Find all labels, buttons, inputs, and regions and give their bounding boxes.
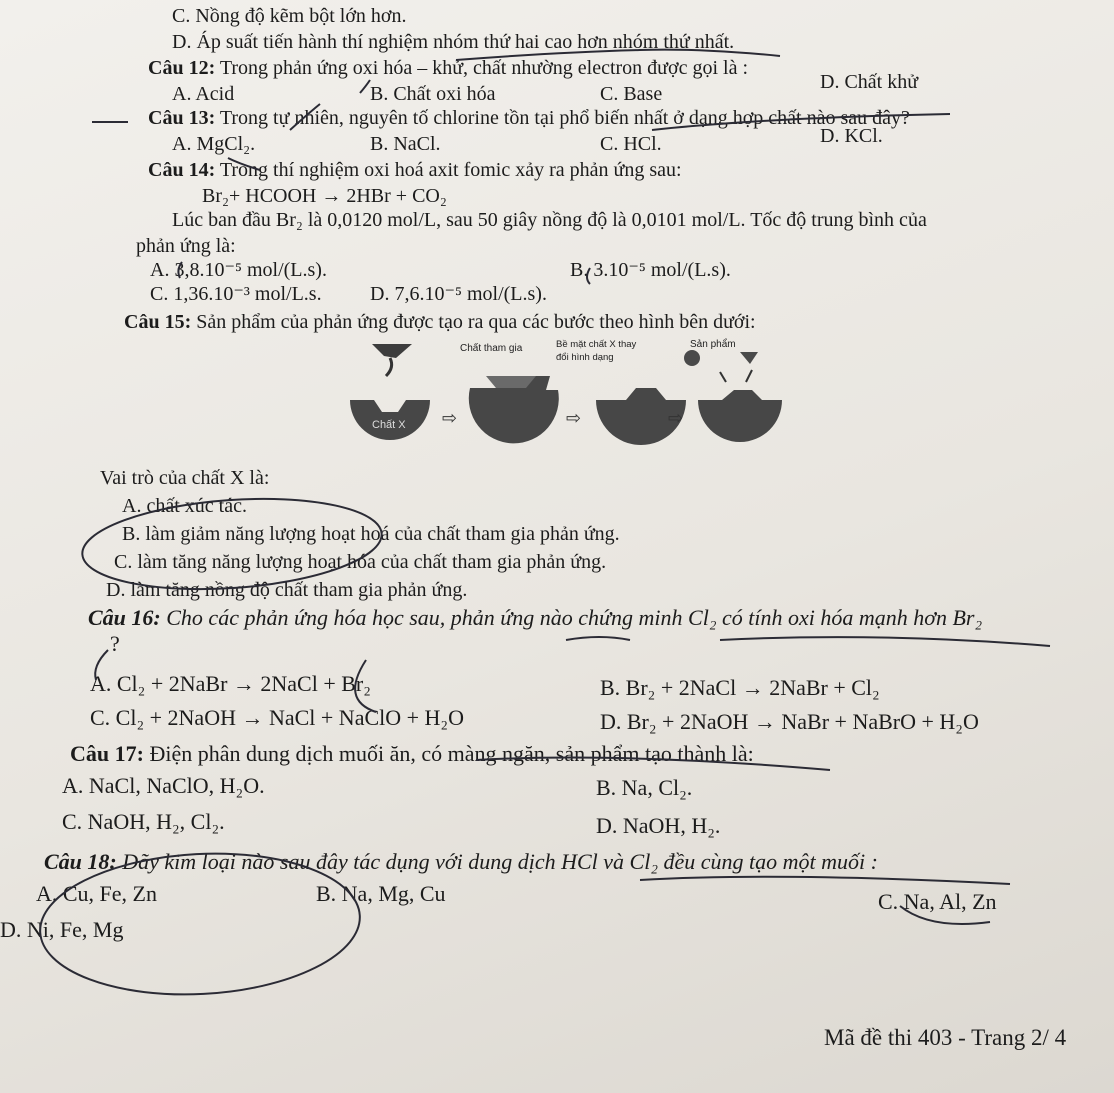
reactant-shape	[372, 344, 412, 358]
arrow-right-icon: ⇨	[668, 408, 684, 428]
question-label: Câu 15:	[124, 311, 192, 333]
question-text: Dãy kim loại nào sau đây tác dụng với dung dịch HCl và Cl₂ đều cùng tạo một muối :	[122, 849, 878, 874]
arrow-right-icon: ⇨	[442, 408, 458, 428]
question-label: Câu 13:	[148, 107, 216, 129]
q17-option-a: A. NaCl, NaClO, H₂O.	[62, 773, 265, 798]
q15-option-b: B. làm giảm năng lượng hoạt hoá của chất tham gia phản ứng.	[122, 523, 620, 545]
label-product: Sản phẩm	[690, 339, 736, 350]
q12-option-d: D. Chất khử	[820, 71, 919, 93]
q14-option-c: C. 1,36.10⁻³ mol/L.s.	[150, 283, 322, 305]
catalyst-diagram	[350, 336, 790, 466]
question-16	[88, 606, 982, 630]
q18-option-d: D. Ni, Fe, Mg	[0, 917, 124, 942]
q13-option-c: C. HCl.	[600, 133, 662, 155]
question-text: Trong thí nghiệm oxi hoá axit fomic xảy ra phản ứng sau:	[219, 159, 682, 181]
q16-option-a: A. Cl₂ + 2NaBr → 2NaCl + Br₂	[90, 671, 371, 696]
question-label: Câu 12:	[148, 57, 216, 79]
question-label: Câu 16:	[88, 605, 161, 630]
question-13	[148, 106, 910, 130]
option-d-prev: D. Áp suất tiến hành thí nghiệm nhóm thứ hai cao hơn nhóm thứ nhất.	[172, 31, 735, 53]
option-c-prev: C. Nồng độ kẽm bột lớn hơn.	[172, 5, 407, 27]
question-text: Sản phẩm của phản ứng được tạo ra qua các bước theo hình bên dưới:	[196, 311, 756, 333]
question-label: Câu 17:	[70, 741, 144, 766]
q16-option-d: D. Br₂ + 2NaOH → NaBr + NaBrO + H₂O	[600, 709, 979, 734]
label-surface-1: Bề mặt chất X thay	[556, 339, 637, 350]
arrow-right-icon: ⇨	[566, 408, 582, 428]
q15-option-c: C. làm tăng năng lượng hoạt hóa của chất tham gia phản ứng.	[114, 551, 607, 573]
x-regenerated-shape	[698, 390, 782, 442]
question-15	[124, 310, 756, 334]
product-piece	[684, 350, 700, 366]
q12-option-c: C. Base	[600, 83, 663, 105]
q16-option-c: C. Cl₂ + 2NaOH → NaCl + NaClO + H₂O	[90, 705, 464, 730]
q17-option-d: D. NaOH, H₂.	[596, 813, 721, 838]
q18-option-b: B. Na, Mg, Cu	[316, 881, 446, 906]
q15-option-a: A. chất xúc tác.	[122, 495, 247, 517]
page-footer: Mã đề thi 403 - Trang 2/ 4	[824, 1025, 1067, 1050]
question-15-stem: Vai trò của chất X là:	[100, 467, 270, 489]
q13-option-a: A. MgCl₂.	[172, 133, 256, 155]
question-14	[148, 158, 682, 182]
q16-option-b: B. Br₂ + 2NaCl → 2NaBr + Cl₂	[600, 675, 880, 700]
q17-option-b: B. Na, Cl₂.	[596, 775, 693, 800]
q14-option-b: B. 3.10⁻⁵ mol/(L.s).	[570, 259, 731, 281]
question-label: Câu 18:	[44, 849, 117, 874]
question-16-qmark: ?	[110, 631, 120, 656]
question-14-line3: phản ứng là:	[136, 235, 236, 257]
q15-option-d: D. làm tăng nồng độ chất tham gia phản ứng.	[106, 579, 468, 601]
q17-option-c: C. NaOH, H₂, Cl₂.	[62, 809, 225, 834]
question-17	[70, 742, 754, 766]
q18-option-c: C. Na, Al, Zn	[878, 889, 997, 914]
arrow-up-icon	[746, 370, 752, 382]
question-12	[148, 56, 748, 80]
q12-option-b: B. Chất oxi hóa	[370, 83, 496, 105]
question-text: Cho các phản ứng hóa học sau, phản ứng nào chứng minh Cl₂ có tính oxi hóa mạnh hơn Br₂	[166, 605, 983, 630]
q14-option-a: A. 3,8.10⁻⁵ mol/(L.s).	[150, 259, 327, 281]
arrow-down-icon	[386, 358, 392, 376]
q12-option-a: A. Acid	[172, 83, 235, 105]
q13-option-d: D. KCl.	[820, 125, 883, 147]
label-substance-x: Chất X	[372, 419, 406, 431]
question-text: Điện phân dung dịch muối ăn, có màng ngăn, sản phẩm tạo thành là:	[149, 741, 754, 766]
question-text: Trong phản ứng oxi hóa – khử, chất nhường electron được gọi là :	[219, 57, 749, 79]
reaction-equation: Br₂+ HCOOH → 2HBr + CO₂	[202, 185, 447, 207]
question-18	[44, 850, 878, 874]
product-piece	[740, 352, 758, 364]
label-participants: Chất tham gia	[460, 343, 523, 354]
q13-option-b: B. NaCl.	[370, 133, 441, 155]
question-label: Câu 14:	[148, 159, 216, 181]
q18-option-a: A. Cu, Fe, Zn	[36, 881, 157, 906]
question-14-line2: Lúc ban đầu Br₂ là 0,0120 mol/L, sau 50 giây nồng độ là 0,0101 mol/L. Tốc độ trung bình của	[172, 209, 927, 231]
label-surface-2: đổi hình dạng	[556, 352, 614, 363]
arrow-up-icon	[720, 372, 726, 382]
q14-option-d: D. 7,6.10⁻⁵ mol/(L.s).	[370, 283, 547, 305]
question-text: Trong tự nhiên, nguyên tố chlorine tồn tại phổ biến nhất ở dạng hợp chất nào sau đây?	[219, 107, 910, 129]
